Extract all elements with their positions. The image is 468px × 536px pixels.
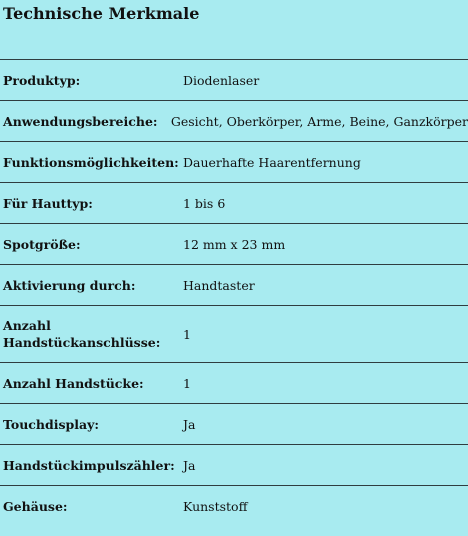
spec-label: Gehäuse: xyxy=(3,498,68,514)
spec-label: Anzahl Handstückanschlüsse: xyxy=(3,318,161,350)
spec-value: Ja xyxy=(183,416,196,432)
spec-value: Handtaster xyxy=(183,277,255,293)
spec-row-housing xyxy=(0,485,468,526)
spec-row-handpiece-count xyxy=(0,362,468,403)
spec-label: Anwendungsbereiche: xyxy=(3,113,158,129)
spec-value: 12 mm x 23 mm xyxy=(183,236,286,252)
spec-row-skin-type xyxy=(0,182,468,223)
spec-label: Aktivierung durch: xyxy=(3,277,136,293)
spec-value: Dauerhafte Haarentfernung xyxy=(183,154,361,170)
spec-row-activation xyxy=(0,264,468,305)
spec-label: Funktionsmöglichkeiten: xyxy=(3,154,179,170)
specs-table xyxy=(0,59,468,526)
spec-row-product-type xyxy=(0,59,468,100)
spec-row-functions xyxy=(0,141,468,182)
spec-row-spot-size xyxy=(0,223,468,264)
spec-row-handpiece-connections xyxy=(0,305,468,362)
spec-value: Diodenlaser xyxy=(183,72,260,88)
spec-label: Handstückimpulszähler: xyxy=(3,457,175,473)
spec-label: Produktyp: xyxy=(3,72,81,88)
spec-value: 1 bis 6 xyxy=(183,195,226,211)
spec-row-application-areas xyxy=(0,100,468,141)
spec-label: Spotgröße: xyxy=(3,236,81,252)
spec-value: 1 xyxy=(183,326,191,342)
spec-value: Gesicht, Oberkörper, Arme, Beine, Ganzkörper xyxy=(170,113,468,129)
spec-label: Für Hauttyp: xyxy=(3,195,93,211)
section-title: Technische Merkmale xyxy=(3,4,200,23)
spec-value: 1 xyxy=(183,375,191,391)
spec-row-touch-display xyxy=(0,403,468,444)
spec-label: Anzahl Handstücke: xyxy=(3,375,144,391)
spec-value: Kunststoff xyxy=(183,498,248,514)
spec-row-pulse-counter xyxy=(0,444,468,485)
spec-value: Ja xyxy=(183,457,196,473)
spec-label: Touchdisplay: xyxy=(3,416,99,432)
